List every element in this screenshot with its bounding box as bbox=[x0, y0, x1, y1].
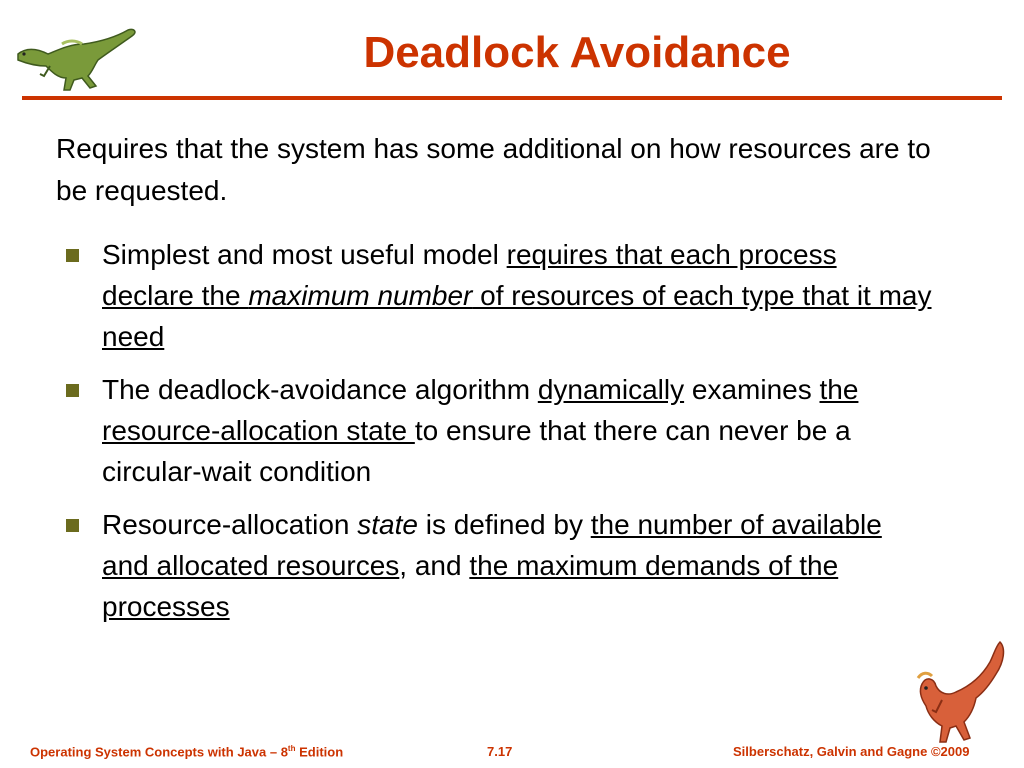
bullet-item: Resource-allocation state is defined by the number of available and allocated resources, and the maximum demands of the processes bbox=[64, 504, 934, 627]
square-bullet-icon bbox=[66, 384, 79, 397]
square-bullet-icon bbox=[66, 519, 79, 532]
footer-authors: Silberschatz, Galvin and Gagne ©2009 bbox=[733, 744, 970, 759]
footer-page-number: 7.17 bbox=[487, 744, 513, 759]
intro-paragraph: Requires that the system has some additional on how resources are to be requested. bbox=[56, 133, 931, 206]
square-bullet-icon bbox=[66, 249, 79, 262]
slide-title: Deadlock Avoidance bbox=[363, 28, 791, 77]
bullet-item: The deadlock-avoidance algorithm dynamically examines the resource-allocation state to ensure that there can never be a circular-wait condition bbox=[64, 369, 934, 492]
title-divider bbox=[22, 96, 1002, 100]
bullet-item: Simplest and most useful model requires that each process declare the maximum number of resources of each type that it may need bbox=[64, 234, 934, 357]
red-dinosaur-icon bbox=[912, 638, 1012, 746]
footer-book-title: Operating System Concepts with Java – 8th Edition bbox=[30, 744, 344, 760]
bullet-list bbox=[64, 234, 934, 639]
green-dinosaur-icon bbox=[10, 20, 140, 94]
